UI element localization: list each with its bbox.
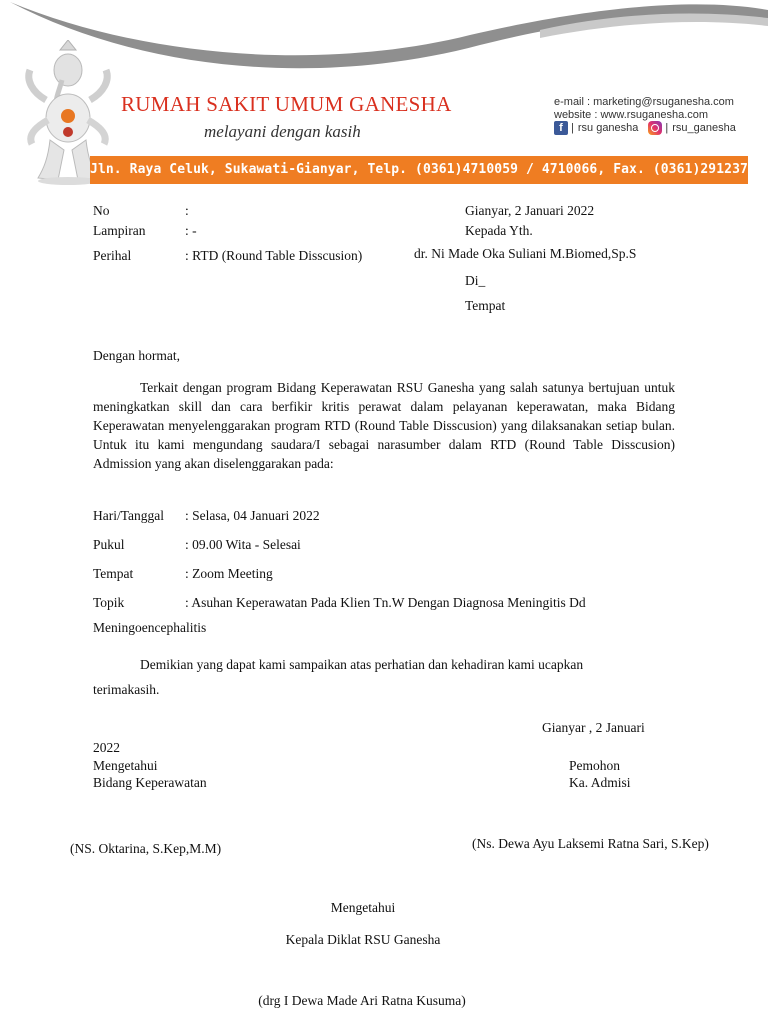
lampiran-label: Lampiran: [93, 223, 146, 238]
lampiran-value: : -: [185, 223, 197, 238]
hari-label: Hari/Tanggal: [93, 508, 165, 523]
topik-value: : Asuhan Keperawatan Pada Klien Tn.W Dengan Diagnosa Meningitis Dd: [185, 595, 586, 610]
greeting: Dengan hormat,: [93, 348, 180, 363]
topik-label: Topik: [93, 595, 125, 610]
sign-date-year: 2022: [93, 740, 120, 755]
tempat-value: : Zoom Meeting: [185, 566, 273, 581]
right-sign-title-1: Pemohon: [569, 758, 621, 773]
pukul-label: Pukul: [93, 537, 125, 552]
recipient-name: dr. Ni Made Oka Suliani M.Biomed,Sp.S: [414, 246, 637, 261]
tempat-label: Tempat: [93, 566, 134, 581]
hospital-name: RUMAH SAKIT UMUM GANESHA: [121, 92, 452, 116]
social-row: [554, 121, 736, 135]
separator: |: [571, 122, 574, 134]
pukul-value: : 09.00 Wita - Selesai: [185, 537, 301, 552]
instagram-handle: rsu_ganesha: [672, 122, 736, 134]
perihal-label: Perihal: [93, 248, 132, 263]
contact-website: website : www.rsuganesha.com: [554, 109, 709, 121]
instagram-icon: [648, 121, 662, 135]
separator: |: [665, 122, 669, 134]
right-sign-title-2: Ka. Admisi: [569, 775, 631, 790]
contact-email: e-mail : marketing@rsuganesha.com: [554, 96, 734, 108]
left-sign-title-1: Mengetahui: [93, 758, 158, 773]
no-value: :: [185, 203, 189, 218]
left-signatory-name: (NS. Oktarina, S.Kep,M.M): [70, 841, 222, 856]
closing-line-1: Demikian yang dapat kami sampaikan atas perhatian dan kehadiran kami ucapkan: [140, 657, 584, 672]
center-signatory-name: (drg I Dewa Made Ari Ratna Kusuma): [258, 993, 466, 1008]
sign-date: Gianyar , 2 Januari: [542, 720, 645, 735]
perihal-value: : RTD (Round Table Disscusion): [185, 248, 363, 263]
recipient-di: Di_: [465, 273, 486, 288]
recipient-place: Tempat: [465, 298, 506, 313]
hari-value: : Selasa, 04 Januari 2022: [185, 508, 320, 523]
body-paragraph: Terkait dengan program Bidang Keperawatan RSU Ganesha yang salah satunya bertujuan untuk meningkatkan skill dan cara berfikir kritis perawat dalam pelayanan keperawatan, maka Bidang Keperawatan menyelenggarakan program RTD (Round Table Disscusion) yang dilaksanakan setiap bulan. Untuk itu kami mengundang saudara/I sebagai narasumber dalam RTD (Round Table Disscusion) Admission yang akan diselenggarakan pada:: [93, 380, 675, 471]
facebook-handle: rsu ganesha: [577, 122, 639, 134]
closing-line-2: terimakasih.: [93, 682, 160, 697]
kepada-yth: Kepada Yth.: [465, 223, 533, 238]
center-sign-title-2: Kepala Diklat RSU Ganesha: [285, 932, 441, 947]
no-label: No: [93, 203, 110, 218]
topik-continuation: Meningoencephalitis: [93, 620, 207, 635]
right-signatory-name: (Ns. Dewa Ayu Laksemi Ratna Sari, S.Kep): [472, 836, 709, 851]
center-sign-title-1: Mengetahui: [330, 900, 396, 915]
facebook-icon: f: [554, 121, 568, 135]
left-sign-title-2: Bidang Keperawatan: [93, 775, 207, 790]
hospital-tagline: melayani dengan kasih: [204, 122, 361, 141]
letter-date: Gianyar, 2 Januari 2022: [465, 203, 595, 218]
address-bar: Jln. Raya Celuk, Sukawati-Gianyar, Telp. (0361)4710059 / 4710066, Fax. (0361)291237: [90, 156, 748, 184]
